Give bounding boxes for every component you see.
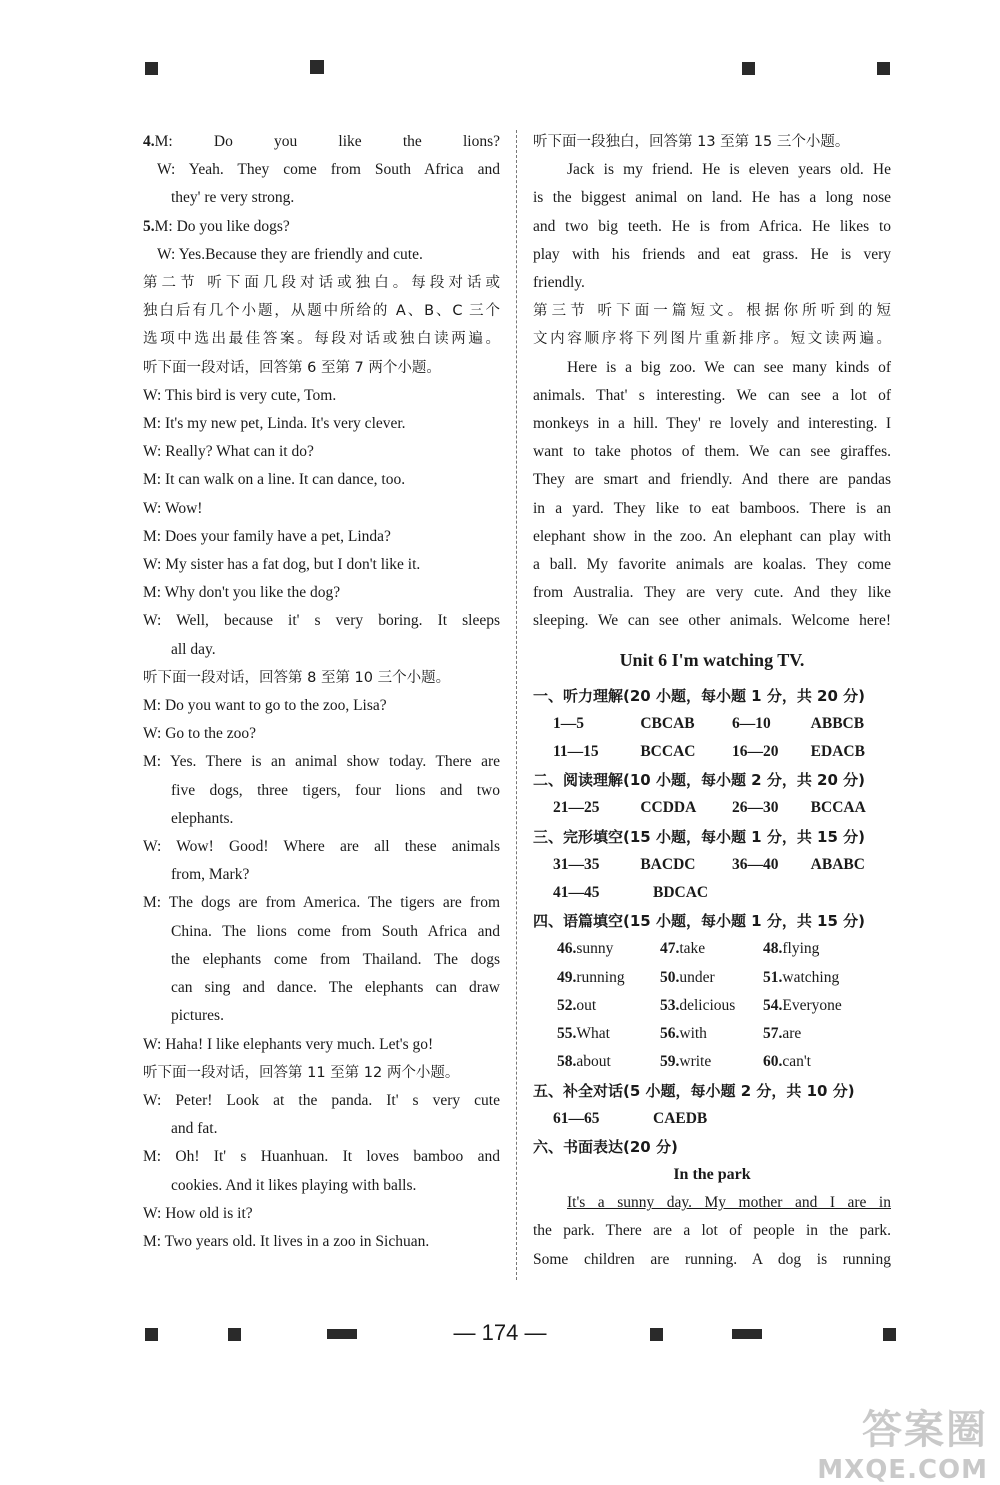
text-line	[143, 184, 500, 212]
answer-cell: 59.write	[660, 1053, 712, 1071]
text-run: M: Why don't you like the dog?	[143, 584, 341, 602]
text-run: 听下面一段对话，回答第 11 至第 12 两个小题。	[143, 1064, 460, 1081]
text-line	[143, 1031, 500, 1059]
text-run: They are smart and friendly. And there are pandas	[533, 471, 891, 489]
text-line	[143, 523, 500, 551]
text-line	[533, 1217, 891, 1245]
text-run: and fat.	[171, 1120, 218, 1138]
text-line	[533, 354, 891, 382]
text-line	[143, 1059, 500, 1087]
registration-mark	[877, 62, 890, 75]
text-line	[143, 466, 500, 494]
text-run: friendly.	[533, 274, 585, 292]
answer-cell: 47.take	[660, 940, 706, 958]
text-line	[143, 410, 500, 438]
text-run: W: My sister has a fat dog, but I don't like it.	[143, 556, 421, 574]
section-heading: 六、书面表达(20 分)	[533, 1137, 678, 1156]
answer-cell: 49.running	[557, 968, 625, 986]
text-run: cookies. And it likes playing with balls.	[171, 1176, 417, 1194]
answer-row: 31—35 BACDC 36—40 ABABC	[553, 855, 865, 873]
text-run: Some children are running. A dog is running	[533, 1250, 891, 1268]
cloze-answers	[533, 935, 891, 1076]
text-run: M: Do you like dogs?	[154, 217, 290, 235]
text-run: M: Oh! It' s Huanhuan. It loves bamboo and	[143, 1148, 500, 1166]
text-line	[143, 974, 500, 1002]
text-run: sleeping. We can see other animals. Welcome here!	[533, 612, 891, 630]
text-run: W: Peter! Look at the panda. It' s very cute	[143, 1091, 500, 1109]
section-heading: 一、听力理解(20 小题，每小题 1 分，共 20 分)	[533, 686, 866, 705]
answer-cell: 51.watching	[763, 968, 840, 986]
text-line	[533, 1246, 891, 1274]
text-run: monkeys in a hill. They' re lovely and interesting. I	[533, 415, 891, 433]
answer-cell: 56.with	[660, 1025, 707, 1043]
answer-cell: 55.What	[557, 1025, 610, 1043]
text-line	[143, 833, 500, 861]
text-run: It's a sunny day. My mother and I are in	[567, 1194, 891, 1212]
answer-cell: 54.Everyone	[763, 996, 842, 1014]
text-line	[143, 946, 500, 974]
text-run: 听下面一段独白，回答第 13 至第 15 三个小题。	[533, 134, 850, 150]
text-line	[143, 777, 500, 805]
text-line	[533, 410, 891, 438]
text-line	[143, 1228, 500, 1256]
text-line	[143, 1115, 500, 1143]
text-line	[143, 354, 500, 382]
answer-cell: 57.are	[763, 1025, 802, 1043]
text-line	[143, 889, 500, 917]
text-run: pictures.	[171, 1007, 224, 1025]
text-line	[143, 720, 500, 748]
section-heading: 五、补全对话(5 小题，每小题 2 分，共 10 分)	[533, 1081, 855, 1100]
essay-body	[533, 1189, 891, 1274]
essay-title: In the park	[673, 1166, 751, 1184]
text-run: and two big teeth. He is from Africa. He likes to	[533, 217, 891, 235]
text-run: W: Go to the zoo?	[143, 725, 257, 743]
text-run: animals. That' s interesting. We can see a lot of	[533, 386, 891, 404]
watermark-url: MXQE.COM	[817, 1455, 988, 1485]
answer-cell: 46.sunny	[557, 940, 614, 958]
text-line	[533, 466, 891, 494]
text-line	[533, 438, 891, 466]
answer-row: 61—65 CAEDB	[553, 1109, 708, 1127]
section-heading: 四、语篇填空(15 小题，每小题 1 分，共 15 分)	[533, 912, 866, 931]
watermark-text: 答案圈	[862, 1407, 988, 1453]
text-run: 5.	[143, 217, 155, 235]
text-run: 第二节 听下面几段对话或独白。每段对话或	[143, 275, 500, 292]
answer-cell: 60.can't	[763, 1053, 811, 1071]
text-line	[533, 551, 891, 579]
text-run: they' re very strong.	[171, 189, 295, 207]
answer-row	[533, 935, 891, 963]
text-run: from Australia. They are very cute. And they like	[533, 584, 891, 602]
text-run: in a yard. They like to eat bamboos. There is an	[533, 499, 891, 517]
column-divider	[516, 130, 517, 1280]
text-run: five dogs, three tigers, four lions and two	[171, 781, 500, 799]
answer-row: 41—45 BDCAC	[553, 884, 709, 902]
text-line	[143, 382, 500, 410]
text-line	[143, 551, 500, 579]
text-line	[143, 128, 500, 156]
text-run: M: Two years old. It lives in a zoo in Sichuan.	[143, 1232, 430, 1250]
text-line	[143, 1143, 500, 1171]
text-run: W: Yeah. They come from South Africa and	[157, 161, 500, 179]
text-line	[533, 269, 891, 297]
text-line	[143, 1200, 500, 1228]
text-run: W: Really? What can it do?	[143, 443, 314, 461]
answer-row: 11—15 BCCAC 16—20 EDACB	[553, 743, 865, 761]
text-run: W: Yes.Because they are friendly and cute.	[157, 245, 423, 263]
text-line	[533, 128, 891, 156]
answer-row	[533, 992, 891, 1020]
text-run: a ball. My favorite animals are koalas. They come	[533, 556, 891, 574]
text-run: play with his friends and eat grass. He is very	[533, 245, 891, 263]
text-run: M: Yes. There is an animal show today. There are	[143, 753, 500, 771]
text-line	[143, 213, 500, 241]
text-run: 听下面一段对话，回答第 6 至第 7 两个小题。	[143, 359, 441, 376]
page-number: — 174 —	[453, 1320, 547, 1345]
text-line	[533, 213, 891, 241]
text-line	[533, 607, 891, 635]
text-run: W: How old is it?	[143, 1204, 253, 1222]
text-line	[533, 241, 891, 269]
text-run: M: Do you want to go to the zoo, Lisa?	[143, 697, 387, 715]
text-run: W: Haha! I like elephants very much. Let's go!	[143, 1035, 434, 1053]
text-run: M: Do you like the lions?	[154, 133, 500, 150]
text-run: M: Does your family have a pet, Linda?	[143, 527, 391, 545]
text-run: W: Well, because it' s very boring. It sleeps	[143, 612, 500, 630]
left-column	[143, 128, 500, 1256]
text-line	[143, 1172, 500, 1200]
text-line	[143, 805, 500, 833]
text-line	[143, 495, 500, 523]
text-run: W: Wow! Good! Where are all these animals	[143, 838, 500, 856]
text-run: M: It's my new pet, Linda. It's very clever.	[143, 415, 406, 433]
text-run: want to take photos of them. We can see giraffes.	[533, 443, 891, 461]
answer-row	[533, 964, 891, 992]
text-line	[143, 918, 500, 946]
text-line	[143, 579, 500, 607]
text-line	[143, 748, 500, 776]
text-run: all day.	[171, 640, 216, 658]
text-run: 4.	[143, 133, 155, 150]
text-line	[533, 523, 891, 551]
answer-row: 21—25 CCDDA 26—30 BCCAA	[553, 799, 866, 817]
text-run: 独白后有几个小题，从题中所给的 A、B、C 三个	[143, 303, 500, 320]
text-run: Here is a big zoo. We can see many kinds of	[567, 358, 891, 376]
answer-cell: 58.about	[557, 1053, 611, 1071]
text-line	[533, 325, 891, 353]
text-run: 听下面一段对话，回答第 8 至第 10 三个小题。	[143, 669, 451, 686]
text-line	[143, 241, 500, 269]
text-run: the park. There are a lot of people in the park.	[533, 1222, 891, 1240]
answer-row	[533, 1048, 891, 1076]
answer-row: 1—5 CBCAB 6—10 ABBCB	[553, 714, 865, 732]
text-run: M: It can walk on a line. It can dance, too.	[143, 471, 406, 489]
text-line	[143, 1087, 500, 1115]
text-line	[143, 636, 500, 664]
text-run: is the biggest animal on land. He has a long nose	[533, 189, 891, 207]
text-run: China. The lions come from South Africa and	[171, 922, 500, 940]
text-run: 文内容顺序将下列图片重新排序。短文读两遍。	[533, 331, 891, 348]
text-line	[143, 861, 500, 889]
text-run: 第三节 听下面一篇短文。根据你所听到的短	[533, 303, 891, 320]
text-line	[143, 297, 500, 325]
listening-scripts-continued	[533, 128, 891, 636]
text-line	[533, 297, 891, 325]
text-line	[533, 156, 891, 184]
text-line	[533, 1189, 891, 1217]
answer-cell: 48.flying	[763, 940, 820, 958]
text-run: W: Wow!	[143, 499, 203, 517]
registration-mark	[310, 60, 324, 74]
text-run: elephants.	[171, 809, 234, 827]
answer-cell: 53.delicious	[660, 996, 736, 1014]
registration-mark	[742, 62, 755, 75]
text-run: 选项中选出最佳答案。每段对话或独白读两遍。	[143, 331, 500, 348]
text-run: Jack is my friend. He is eleven years old. He	[567, 161, 891, 179]
text-line	[143, 325, 500, 353]
text-line	[533, 495, 891, 523]
text-run: from, Mark?	[171, 866, 250, 884]
text-line	[143, 607, 500, 635]
text-line	[143, 1002, 500, 1030]
text-line	[143, 692, 500, 720]
text-run: W: This bird is very cute, Tom.	[143, 386, 337, 404]
text-run: can sing and dance. The elephants can draw	[171, 979, 500, 997]
text-run: M: The dogs are from America. The tigers are from	[143, 894, 500, 912]
text-line	[143, 664, 500, 692]
right-column	[533, 128, 891, 1274]
watermark-logo	[817, 1398, 988, 1485]
section-heading: 二、阅读理解(10 小题，每小题 2 分，共 20 分)	[533, 771, 866, 790]
text-run: the elephants come from Thailand. The dogs	[171, 950, 500, 968]
registration-mark	[145, 62, 158, 75]
text-line	[143, 156, 500, 184]
text-line	[533, 382, 891, 410]
text-run: elephant show in the zoo. An elephant can play with	[533, 527, 891, 545]
answer-cell: 52.out	[557, 996, 597, 1014]
text-line	[143, 438, 500, 466]
section-heading: 三、完形填空(15 小题，每小题 1 分，共 15 分)	[533, 827, 866, 846]
text-line	[533, 184, 891, 212]
answer-key	[533, 682, 891, 1161]
answer-row	[533, 1020, 891, 1048]
text-line	[533, 579, 891, 607]
text-line	[143, 269, 500, 297]
answer-cell: 50.under	[660, 968, 715, 986]
unit-title: Unit 6 I'm watching TV.	[619, 649, 805, 670]
